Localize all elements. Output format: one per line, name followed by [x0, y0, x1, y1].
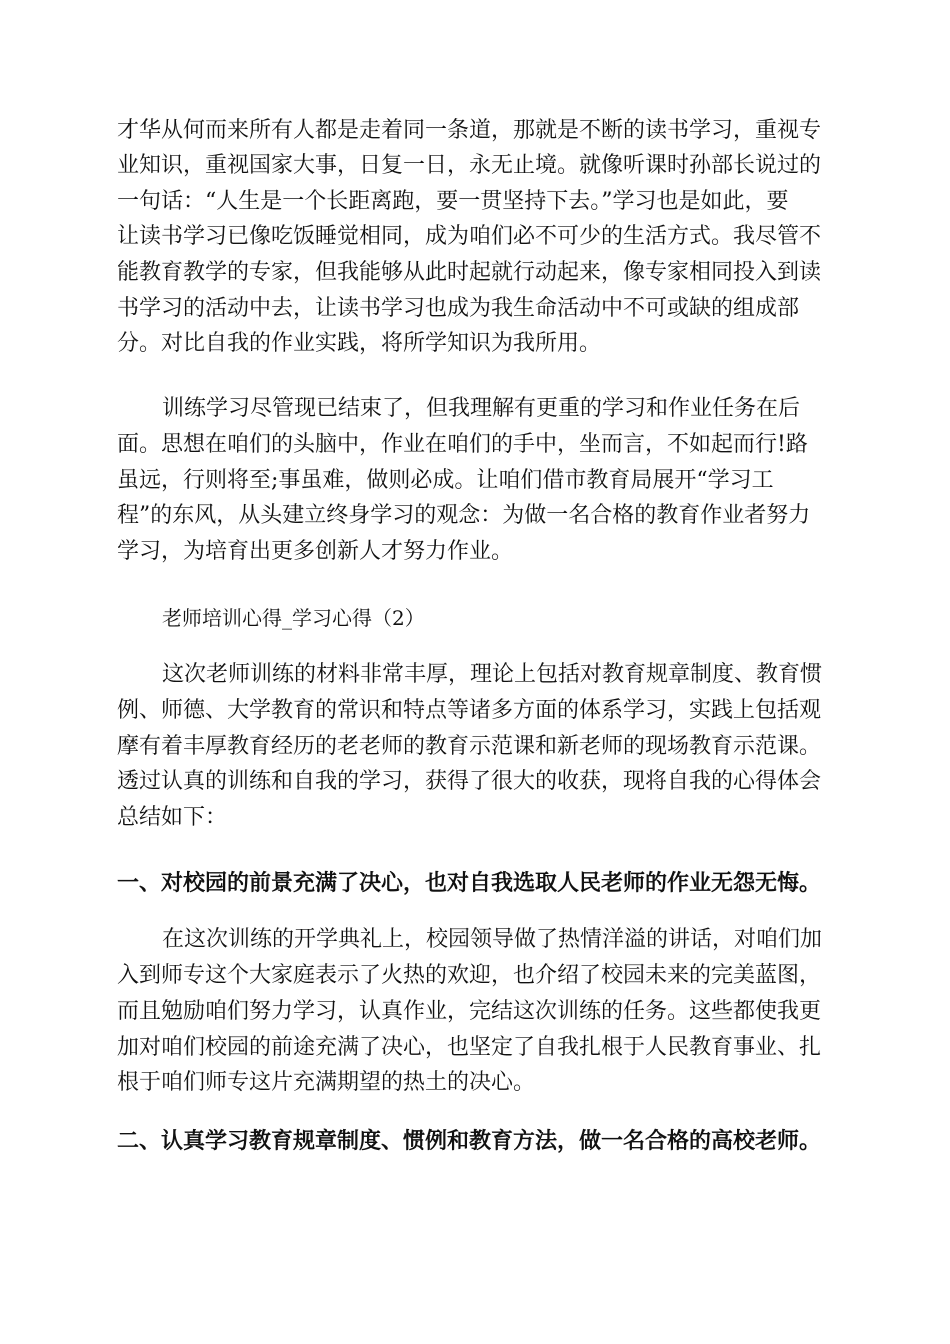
paragraph-3-line: 这次老师训练的材料非常丰厚，理论上包括对教育规章制度、教育惯 [162, 662, 823, 687]
paragraph-4-line: 入到师专这个大家庭表示了火热的欢迎，也介绍了校园未来的完美蓝图， [117, 963, 822, 988]
paragraph-4-line: 而且勉励咱们努力学习，认真作业，完结这次训练的任务。这些都使我更 [117, 999, 822, 1024]
paragraph-3-line: 例、师德、大学教育的常识和特点等诸多方面的体系学习，实践上包括观 [117, 698, 822, 723]
paragraph-4-line: 根于咱们师专这片充满期望的热土的决心。 [117, 1070, 536, 1095]
paragraph-4-line: 在这次训练的开学典礼上，校园领导做了热情洋溢的讲话，对咱们加 [162, 927, 823, 952]
paragraph-4-line: 加对咱们校园的前途充满了决心，也坚定了自我扎根于人民教育事业、扎 [117, 1035, 822, 1060]
paragraph-2-line: 面。思想在咱们的头脑中，作业在咱们的手中，坐而言，不如起而行!路 [117, 432, 808, 457]
paragraph-2-line: 虽远，行则将至;事虽难，做则必成。让咱们借市教育局展开“学习工 [117, 468, 774, 493]
paragraph-1-line: 书学习的活动中去，让读书学习也成为我生命活动中不可或缺的组成部 [117, 296, 800, 321]
section-heading-2: 二、认真学习教育规章制度、惯例和教育方法，做一名合格的高校老师。 [117, 1128, 822, 1154]
paragraph-3-line: 透过认真的训练和自我的学习，获得了很大的收获，现将自我的心得体会 [117, 769, 822, 794]
paragraph-1-line: 业知识，重视国家大事，日复一日，永无止境。就像听课时孙部长说过的 [117, 153, 822, 178]
paragraph-1-line: 分。对比自我的作业实践，将所学知识为我所用。 [117, 331, 602, 356]
paragraph-2-line: 学习，为培育出更多创新人才努力作业。 [117, 539, 514, 564]
section-subtitle: 老师培训心得_学习心得（2） [162, 606, 425, 630]
paragraph-2-line: 程”的东风，从头建立终身学习的观念：为做一名合格的教育作业者努力 [117, 503, 811, 528]
paragraph-2-line: 训练学习尽管现已结束了，但我理解有更重的学习和作业任务在后 [162, 396, 801, 421]
paragraph-1-line: 能教育教学的专家，但我能够从此时起就行动起来，像专家相同投入到读 [117, 260, 822, 285]
paragraph-3-line: 摩有着丰厚教育经历的老老师的教育示范课和新老师的现场教育示范课。 [117, 734, 822, 759]
paragraph-1-line: 一句话：“人生是一个长距离跑，要一贯坚持下去。”学习也是如此，要 [117, 189, 789, 214]
paragraph-3-line: 总结如下： [117, 805, 228, 830]
paragraph-1-line: 让读书学习已像吃饭睡觉相同，成为咱们必不可少的生活方式。我尽管不 [117, 224, 822, 249]
paragraph-1-line: 才华从何而来所有人都是走着同一条道，那就是不断的读书学习，重视专 [117, 118, 822, 143]
section-heading-1: 一、对校园的前景充满了决心，也对自我选取人民老师的作业无怨无悔。 [117, 870, 822, 896]
